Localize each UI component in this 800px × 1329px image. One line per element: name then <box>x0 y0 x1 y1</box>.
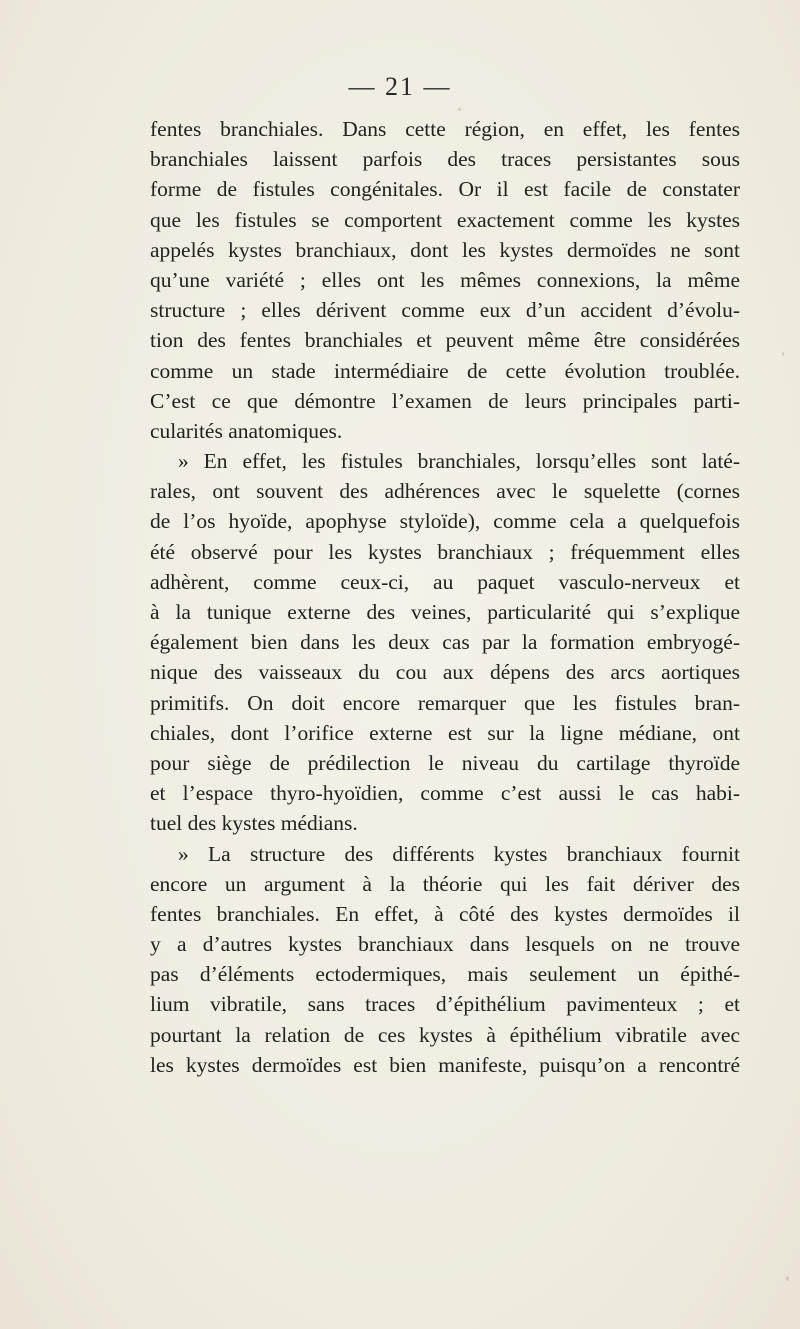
text-line: fentes branchiales. Dans cette région, en effet, les fentes <box>150 117 740 141</box>
text-line: que les fistules se comportent exactement comme les kystes <box>150 207 740 232</box>
page-number: — 21 — <box>348 72 452 101</box>
text-line: les kystes dermoïdes est bien manifeste, puisqu’on a rencontré <box>150 1052 740 1077</box>
text-line: » En effet, les fistules branchiales, lorsqu’elles sont laté- <box>178 449 740 474</box>
text-line: nique des vaisseaux du cou aux dépens des arcs aortiques <box>150 660 740 685</box>
text-line: encore un argument à la théorie qui les fait dériver des <box>150 871 740 896</box>
text-line: pas d’éléments ectodermiques, mais seulement un épithé- <box>150 962 740 987</box>
text-line: structure ; elles dérivent comme eux d’un accident d’évolu- <box>150 298 740 323</box>
text-line: comme un stade intermédiaire de cette évolution troublée. <box>150 358 740 383</box>
text-line: primitifs. On doit encore remarquer que les fistules bran- <box>150 690 740 715</box>
text-line: » La structure des différents kystes branchiaux fournit <box>178 841 740 866</box>
text-line: lium vibratile, sans traces d’épithélium pavimenteux ; et <box>150 992 740 1017</box>
paper-speck <box>786 1276 789 1281</box>
text-line: cularités anatomiques. <box>150 418 343 443</box>
text-line: appelés kystes branchiaux, dont les kystes dermoïdes ne sont <box>150 237 740 262</box>
text-line: adhèrent, comme ceux-ci, au paquet vasculo-nerveux et <box>150 569 740 594</box>
text-line: été observé pour les kystes branchiaux ; fréquemment elles <box>150 539 740 564</box>
text-line: y a d’autres kystes branchiaux dans lesquels on ne trouve <box>150 932 740 957</box>
text-line: à la tunique externe des veines, particularité qui s’explique <box>150 600 740 624</box>
text-line: branchiales laissent parfois des traces persistantes sous <box>150 147 740 172</box>
body-text <box>150 114 740 1080</box>
paper-speck <box>458 108 461 111</box>
text-line: tuel des kystes médians. <box>150 811 358 836</box>
text-line: pour siège de prédilection le niveau du cartilage thyroïde <box>150 750 740 775</box>
text-line: qu’une variété ; elles ont les mêmes connexions, la même <box>150 267 740 292</box>
text-line: rales, ont souvent des adhérences avec le squelette (cornes <box>150 479 740 504</box>
text-line: pourtant la relation de ces kystes à épithélium vibratile avec <box>150 1022 740 1047</box>
text-line: chiales, dont l’orifice externe est sur la ligne médiane, ont <box>150 720 740 745</box>
paper-speck <box>782 352 784 356</box>
text-line: tion des fentes branchiales et peuvent même être considérées <box>150 328 740 353</box>
text-line: forme de fistules congénitales. Or il est facile de constater <box>150 177 740 202</box>
text-line: fentes branchiales. En effet, à côté des kystes dermoïdes il <box>150 901 740 926</box>
text-line: C’est ce que démontre l’examen de leurs principales parti- <box>150 388 740 413</box>
text-line: et l’espace thyro-hyoïdien, comme c’est aussi le cas habi- <box>150 781 740 806</box>
text-line: également bien dans les deux cas par la formation embryogé- <box>150 630 740 655</box>
text-line: de l’os hyoïde, apophyse styloïde), comme cela a quelquefois <box>150 509 740 534</box>
